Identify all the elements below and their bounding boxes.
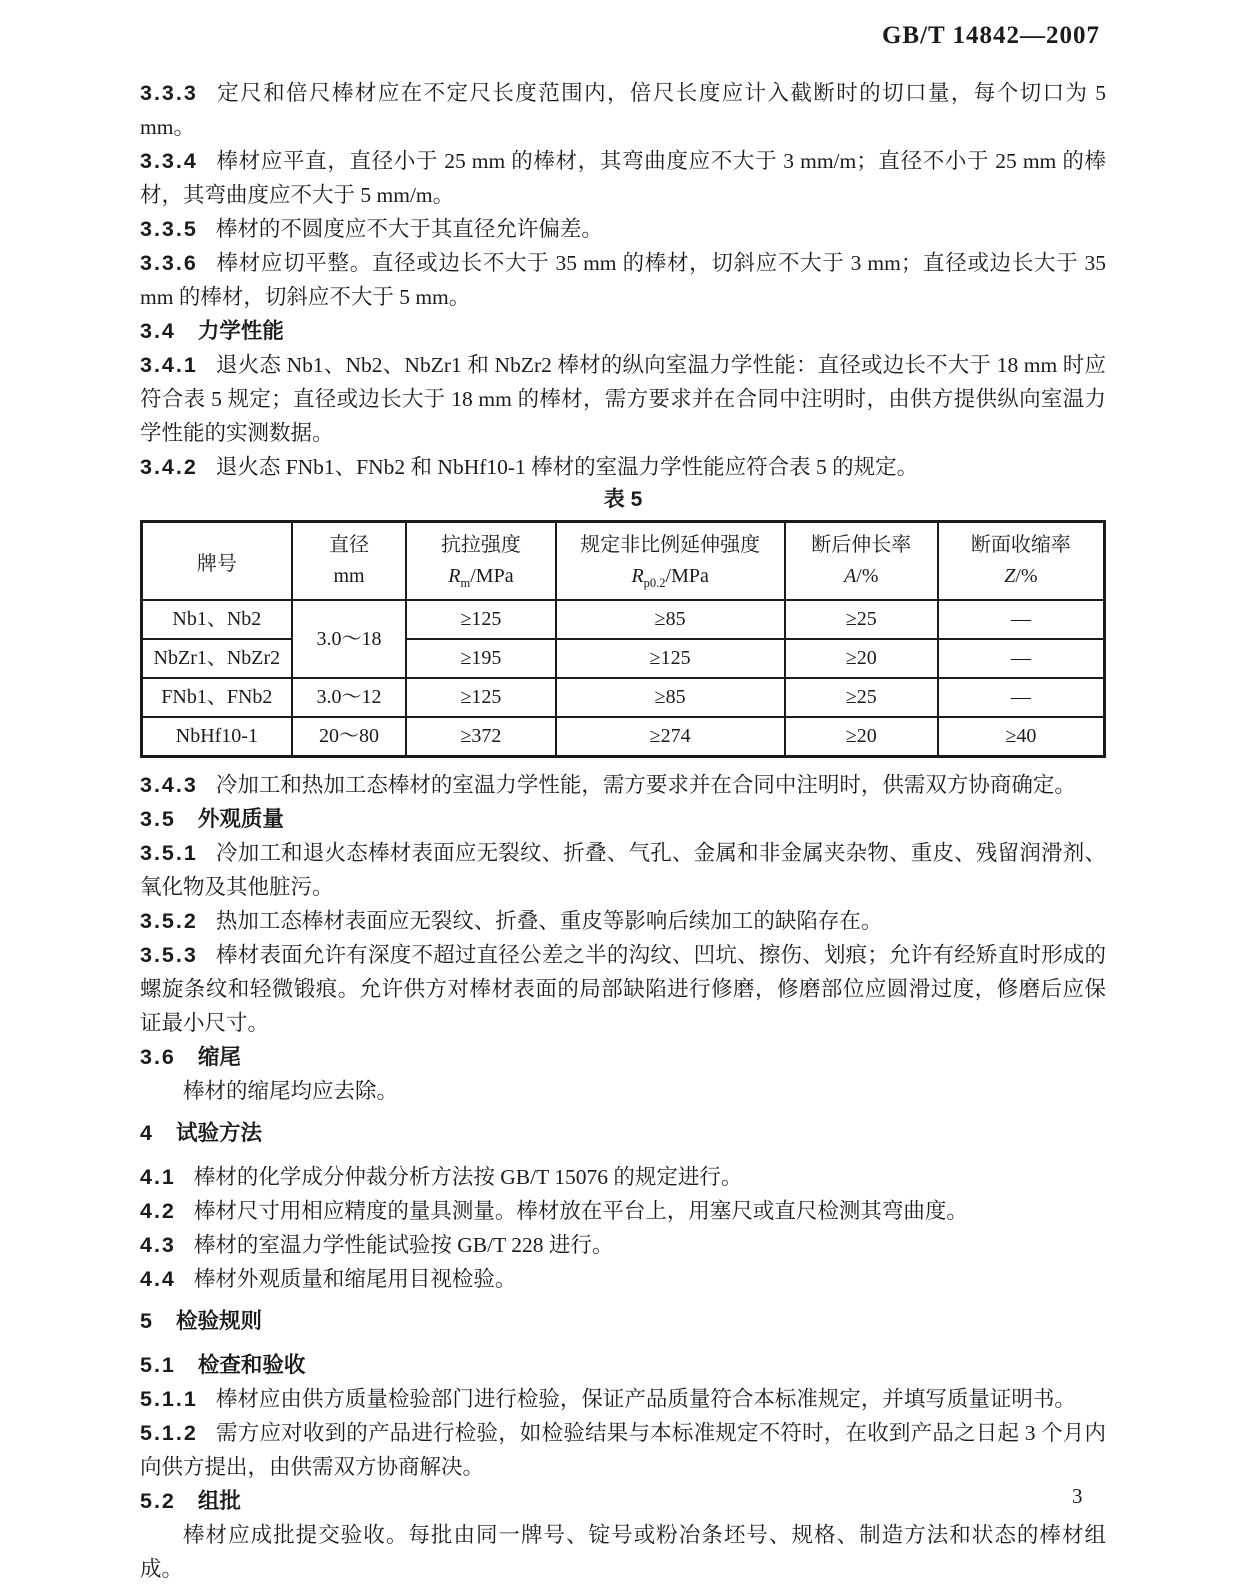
heading-3-5 (140, 802, 1106, 836)
table-row (142, 717, 1105, 757)
clause-text: 棒材应平直，直径小于 25 mm 的棒材，其弯曲度应不大于 3 mm/m；直径不小于 25 mm 的棒材，其弯曲度应不大于 5 mm/m。 (140, 149, 1106, 207)
cell-z: ≥40 (938, 717, 1105, 757)
clause-text: 棒材的不圆度应不大于其直径允许偏差。 (215, 217, 603, 241)
clause-4-1 (140, 1160, 1106, 1194)
cell-rp: ≥125 (556, 639, 785, 678)
heading-title: 组批 (197, 1489, 241, 1513)
col-header-grade: 牌号 (142, 522, 292, 601)
cell-rm: ≥195 (406, 639, 555, 678)
clause-number: 3.4.2 (140, 455, 198, 479)
col-header-line: 直径 (329, 534, 370, 556)
standard-code-header: GB/T 14842—2007 (881, 22, 1100, 49)
clause-text: 退火态 Nb1、Nb2、NbZr1 和 NbZr2 棒材的纵向室温力学性能：直径或边长不大于 18 mm 时应符合表 5 规定；直径或边长大于 18 mm 的棒材，需方要求并在合同中注明时，由供方提供纵向室温力学性能的实测数据。 (140, 353, 1106, 445)
table-header-row (142, 522, 1105, 601)
clause-number: 3.4.3 (140, 773, 198, 797)
col-header-symbol: $R_m$/MPa (448, 565, 514, 590)
col-header-symbol: Z/% (1004, 565, 1038, 587)
cell-rm: ≥372 (406, 717, 555, 757)
table-row (142, 600, 1105, 639)
page-body (140, 76, 1106, 1586)
clause-3-5-3 (140, 938, 1106, 1040)
heading-title: 外观质量 (197, 807, 284, 831)
cell-rp: ≥85 (556, 678, 785, 717)
col-header-line: 抗拉强度 (440, 534, 521, 556)
cell-rm: ≥125 (406, 678, 555, 717)
clause-text: 棒材的化学成分仲裁分析方法按 GB/T 15076 的规定进行。 (193, 1165, 743, 1189)
heading-number: 3.5 (140, 807, 176, 831)
clause-number: 4.1 (140, 1165, 176, 1189)
table-row (142, 678, 1105, 717)
clause-text: 冷加工和退火态棒材表面应无裂纹、折叠、气孔、金属和非金属夹杂物、重皮、残留润滑剂、氧化物及其他脏污。 (140, 841, 1106, 899)
chapter-5 (140, 1304, 1106, 1338)
clause-3-5-1 (140, 836, 1106, 904)
heading-5-1 (140, 1348, 1106, 1382)
heading-number: 5.2 (140, 1489, 176, 1513)
col-header-elongation (785, 522, 938, 601)
col-header-line: 规定非比例延伸强度 (580, 534, 761, 556)
cell-diameter: 3.0～12 (292, 678, 407, 717)
clause-text: 定尺和倍尺棒材应在不定尺长度范围内，倍尺长度应计入截断时的切口量，每个切口为 5 mm。 (140, 81, 1106, 139)
cell-grade: NbZr1、NbZr2 (142, 639, 292, 678)
clause-text: 棒材应切平整。直径或边长不大于 35 mm 的棒材，切斜应不大于 3 mm；直径或边长大于 35 mm 的棒材，切斜应不大于 5 mm。 (140, 251, 1106, 309)
cell-diameter: 20～80 (292, 717, 407, 757)
table-row (142, 639, 1105, 678)
clause-text: 需方应对收到的产品进行检验，如检验结果与本标准规定不符时，在收到产品之日起 3 个月内向供方提出，由供需双方协商解决。 (140, 1421, 1106, 1479)
heading-number: 3.6 (140, 1045, 176, 1069)
cell-grade: NbHf10-1 (142, 717, 292, 757)
clause-number: 4.3 (140, 1233, 176, 1257)
cell-a: ≥25 (785, 678, 938, 717)
col-header-proof-strength (556, 522, 785, 601)
heading-title: 缩尾 (197, 1045, 241, 1069)
cell-z: — (938, 600, 1105, 639)
clause-3-3-3 (140, 76, 1106, 144)
clause-number: 5.1.1 (140, 1387, 198, 1411)
cell-z: — (938, 639, 1105, 678)
clause-number: 4.4 (140, 1267, 176, 1291)
col-header-reduction-of-area (938, 522, 1105, 601)
page-number: 3 (1072, 1484, 1083, 1508)
cell-a: ≥20 (785, 639, 938, 678)
clause-number: 3.5.1 (140, 841, 198, 865)
clause-3-3-6 (140, 246, 1106, 314)
table-5 (140, 520, 1106, 758)
clause-text: 棒材应由供方质量检验部门进行检验，保证产品质量符合本标准规定，并填写质量证明书。 (215, 1387, 1076, 1411)
clause-5-1-1 (140, 1382, 1106, 1416)
clause-4-2 (140, 1194, 1106, 1228)
clause-4-4 (140, 1262, 1106, 1296)
heading-number: 5.1 (140, 1353, 176, 1377)
clause-number: 3.4.1 (140, 353, 198, 377)
clause-3-3-4 (140, 144, 1106, 212)
clause-4-3 (140, 1228, 1106, 1262)
clause-number: 3.5.2 (140, 909, 198, 933)
chapter-number: 5 (140, 1309, 154, 1333)
clause-3-4-1 (140, 348, 1106, 450)
clause-number: 4.2 (140, 1199, 176, 1223)
clause-number: 5.1.2 (140, 1421, 198, 1445)
clause-text: 棒材表面允许有深度不超过直径公差之半的沟纹、凹坑、擦伤、划痕；允许有经矫直时形成的螺旋条纹和轻微锻痕。允许供方对棒材表面的局部缺陷进行修磨，修磨部位应圆滑过度，修磨后应保证最小尺寸。 (140, 943, 1106, 1035)
clause-text: 棒材尺寸用相应精度的量具测量。棒材放在平台上，用塞尺或直尺检测其弯曲度。 (193, 1199, 968, 1223)
chapter-4 (140, 1116, 1106, 1150)
clause-5-1-2 (140, 1416, 1106, 1484)
heading-number: 3.4 (140, 319, 176, 343)
col-header-symbol: A/% (844, 565, 879, 587)
paragraph-5-2-body: 棒材应成批提交验收。每批由同一牌号、锭号或粉冶条坯号、规格、制造方法和状态的棒材组成。 (140, 1523, 1106, 1581)
table-caption: 表 5 (603, 488, 643, 511)
paragraph-3-6-body: 棒材的缩尾均应去除。 (183, 1079, 399, 1103)
col-header-symbol: $R_{p0.2}$/MPa (631, 565, 709, 590)
col-header-diameter (292, 522, 407, 601)
chapter-title: 检验规则 (175, 1309, 262, 1333)
clause-3-5-2 (140, 904, 1106, 938)
heading-title: 检查和验收 (197, 1353, 306, 1377)
heading-3-4 (140, 314, 1106, 348)
col-header-tensile-strength (406, 522, 555, 601)
clause-3-3-5 (140, 212, 1106, 246)
heading-title: 力学性能 (197, 319, 284, 343)
clause-number: 3.5.3 (140, 943, 198, 967)
clause-text: 棒材外观质量和缩尾用目视检验。 (193, 1267, 517, 1291)
chapter-title: 试验方法 (175, 1121, 262, 1145)
col-header-line: 断后伸长率 (811, 534, 912, 556)
cell-a: ≥20 (785, 717, 938, 757)
clause-text: 退火态 FNb1、FNb2 和 NbHf10-1 棒材的室温力学性能应符合表 5 的规定。 (215, 455, 919, 479)
clause-text: 冷加工和热加工态棒材的室温力学性能，需方要求并在合同中注明时，供需双方协商确定。 (215, 773, 1076, 797)
cell-grade: Nb1、Nb2 (142, 600, 292, 639)
heading-3-6 (140, 1040, 1106, 1074)
clause-number: 3.3.5 (140, 217, 198, 241)
clause-3-4-3 (140, 768, 1106, 802)
col-header-line: 断面收缩率 (970, 534, 1071, 556)
clause-text: 热加工态棒材表面应无裂纹、折叠、重皮等影响后续加工的缺陷存在。 (215, 909, 883, 933)
clause-number: 3.3.6 (140, 251, 198, 275)
col-header-unit: mm (333, 565, 365, 587)
cell-rp: ≥274 (556, 717, 785, 757)
heading-5-2 (140, 1484, 1106, 1518)
cell-diameter-merged: 3.0～18 (292, 600, 407, 678)
cell-grade: FNb1、FNb2 (142, 678, 292, 717)
cell-rp: ≥85 (556, 600, 785, 639)
clause-number: 3.3.4 (140, 149, 198, 173)
clause-number: 3.3.3 (140, 81, 198, 105)
cell-a: ≥25 (785, 600, 938, 639)
cell-rm: ≥125 (406, 600, 555, 639)
clause-text: 棒材的室温力学性能试验按 GB/T 228 进行。 (193, 1233, 614, 1257)
chapter-number: 4 (140, 1121, 154, 1145)
clause-3-4-2 (140, 450, 1106, 484)
cell-z: — (938, 678, 1105, 717)
